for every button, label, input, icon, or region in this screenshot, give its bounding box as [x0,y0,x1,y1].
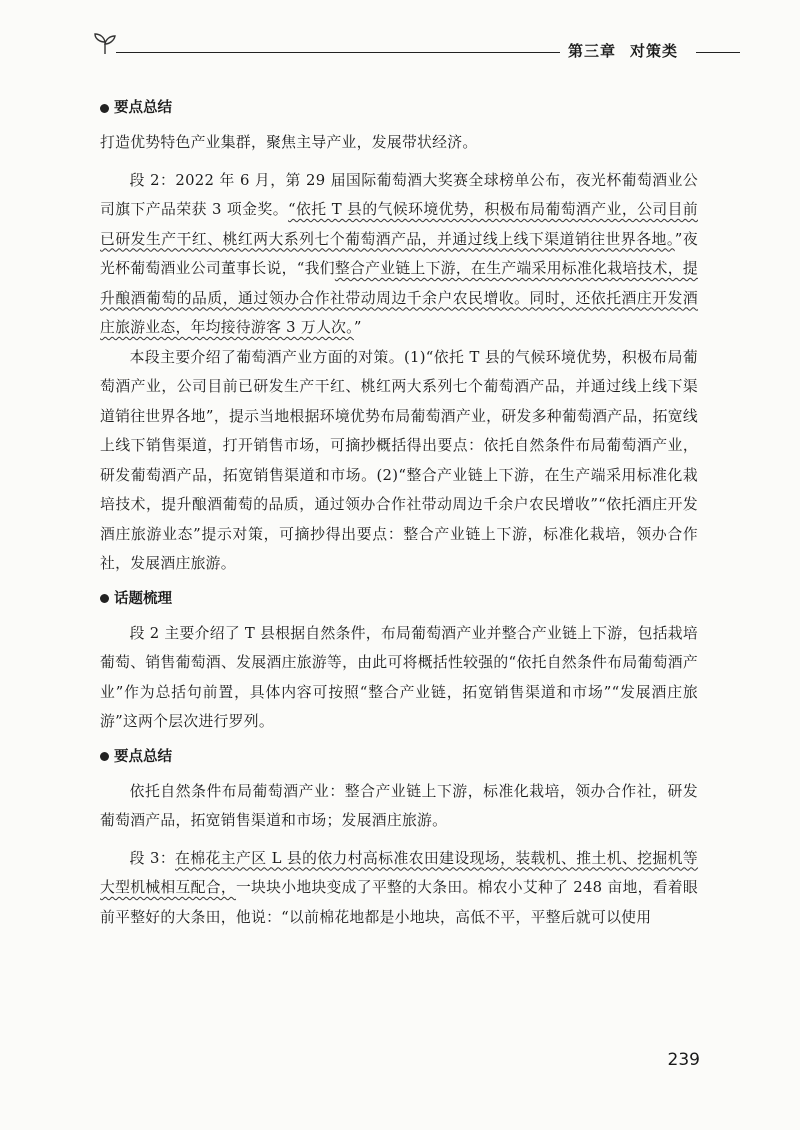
summary-paragraph-1: 打造优势特色产业集群，聚焦主导产业，发展带状经济。 [100,134,478,151]
text-segment: 段 2：2022 年 6 月，第 29 届国际葡萄酒大奖赛全球榜单公布，夜光杯葡萄酒业公司旗下产品荣获 3 项金奖。 [100,171,698,218]
underlined-quote: 整合产业链上下游，在生产端采用标准化栽培技术，提升酿酒葡萄的品质，通过领办合作社带动周边千余户农民增收。同时，还依托酒庄开发酒庄旅游业态，年均接待游客 3 万人次。 [100,260,698,336]
summary-paragraph-2: 依托自然条件布局葡萄酒产业：整合产业链上下游，标准化栽培，领办合作社，研发葡萄酒产品，拓宽销售渠道和市场；发展酒庄旅游。 [100,782,698,829]
page-body [100,96,698,932]
header-rule-left [116,52,560,53]
sprout-icon [92,32,118,56]
bullet-icon [100,594,109,603]
chapter-title [568,40,678,61]
page-number: 239 [667,1050,700,1070]
section-heading-summary-1 [116,96,698,120]
text-segment: ” [353,319,362,336]
chapter-number: 第三章 [568,42,617,60]
bullet-icon [100,104,109,113]
source-paragraph-3 [100,844,698,933]
heading-text: 要点总结 [114,748,172,765]
text-segment: ”夜光杯葡萄酒业公司董事长说，“我们 [100,230,698,277]
text-segment: 段 3： [129,849,176,867]
topic-paragraph: 段 2 主要介绍了 T 县根据自然条件，布局葡萄酒产业并整合产业链上下游，包括栽培葡萄、销售葡萄酒、发展酒庄旅游等，由此可将概括性较强的“依托自然条件布局葡萄酒产业”作为总括句前置，具体内容可按照“整合产业链，拓宽销售渠道和市场”“发展酒庄旅游”这两个层次进行罗列。 [100,624,698,730]
section-heading-topic [116,587,698,611]
bullet-icon [100,752,109,761]
header-rule-right [696,52,740,53]
underlined-quote: “依托 T 县的气候环境优势，积极布局葡萄酒产业，公司目前已研发生产干红、桃红两大系列七个葡萄酒产品，并通过线上线下渠道销往世界各地。 [100,201,698,248]
heading-text: 话题梳理 [114,590,172,607]
heading-text: 要点总结 [114,100,172,116]
section-heading-summary-2 [116,745,698,769]
running-header [0,30,800,70]
source-paragraph-2 [100,166,698,343]
chapter-section: 对策类 [630,42,679,60]
underlined-quote: 在棉花主产区 L 县的依力村高标准农田建设现场，装载机、推土机、挖掘机等大型机械相互配合， [100,849,698,896]
analysis-paragraph: 本段主要介绍了葡萄酒产业方面的对策。(1)“依托 T 县的气候环境优势，积极布局葡萄酒产业，公司目前已研发生产干红、桃红两大系列七个葡萄酒产品，并通过线上线下渠道销往世界各地”，提示当地根据环境优势布局葡萄酒产业，研发多种葡萄酒产品，拓宽线上线下销售渠道，打开销售市场，可摘抄概括得出要点：依托自然条件布局葡萄酒产业，研发葡萄酒产品，拓宽销售渠道和市场。(2)“整合产业链上下游，在生产端采用标准化栽培技术，提升酿酒葡萄的品质，通过领办合作社带动周边千余户农民增收”“依托酒庄开发酒庄旅游业态”提示对策，可摘抄得出要点：整合产业链上下游，标准化栽培，领办合作社，发展酒庄旅游。 [100,348,698,572]
text-segment: 一块块小地块变成了平整的大条田。棉农小艾种了 248 亩地，看着眼前平整好的大条田，他说：“以前棉花地都是小地块，高低不平，平整后就可以使用 [100,879,698,926]
